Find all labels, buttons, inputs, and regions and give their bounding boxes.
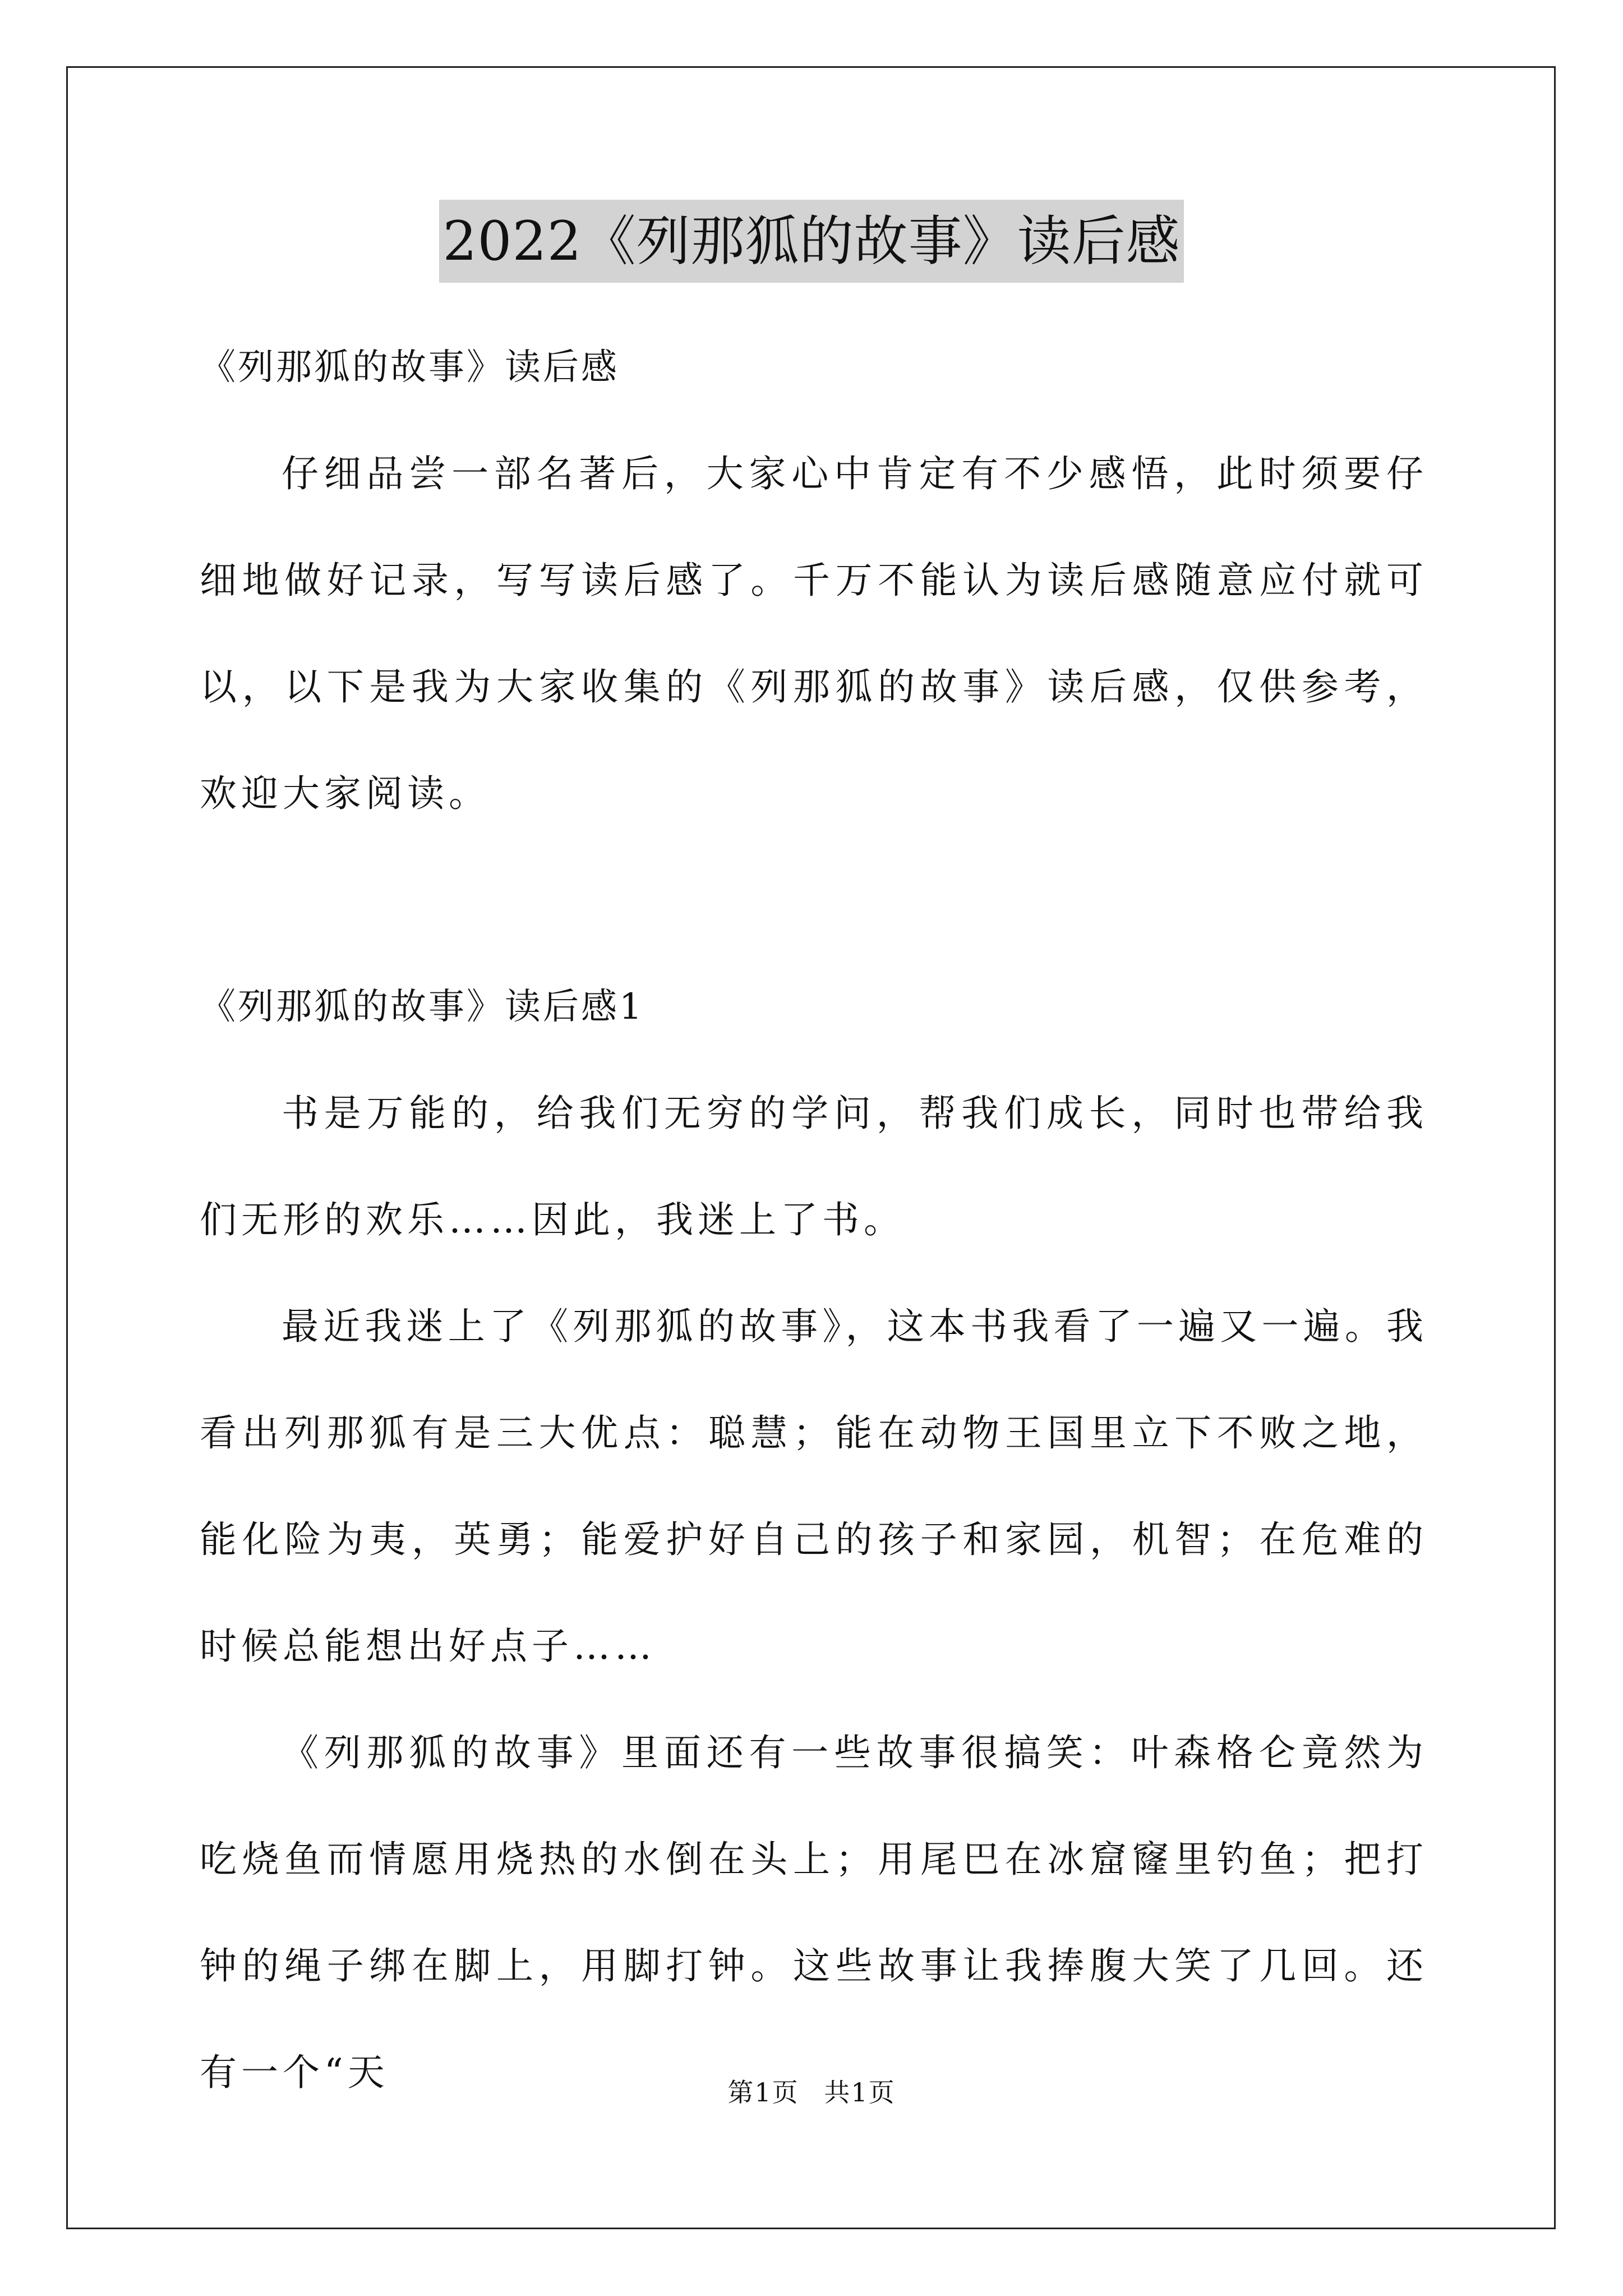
body-paragraph-3: 《列那狐的故事》里面还有一些故事很搞笑：叶森格仑竟然为吃烧鱼而情愿用烧热的水倒在头上；用尾巴在冰窟窿里钓鱼；把打钟的绳子绑在脚上，用脚打钟。这些故事让我捧腹大笑了几回。还有一个“天	[200, 1731, 1428, 2094]
page-number-current: 第1页	[727, 2077, 799, 2108]
intro-paragraph: 仔细品尝一部名著后，大家心中肯定有不少感悟，此时须要仔细地做好记录，写写读后感了。千万不能认为读后感随意应付就可以，以下是我为大家收集的《列那狐的故事》读后感，仅供参考，欢迎大家阅读。	[200, 452, 1428, 815]
section-heading: 《列那狐的故事》读后感1	[200, 986, 644, 1028]
intro-heading: 《列那狐的故事》读后感	[200, 347, 619, 388]
document-title: 2022《列那狐的故事》读后感	[439, 200, 1183, 283]
body-paragraph-2: 最近我迷上了《列那狐的故事》，这本书我看了一遍又一遍。我看出列那狐有是三大优点：聪慧；能在动物王国里立下不败之地，能化险为夷，英勇；能爱护好自己的孩子和家园，机智；在危难的时候总能想出好点子……	[200, 1305, 1428, 1668]
body-paragraph-1: 书是万能的，给我们无穷的学问，帮我们成长，同时也带给我们无形的欢乐……因此，我迷上了书。	[200, 1092, 1428, 1241]
document-body	[200, 314, 1428, 2126]
page-number-total: 共1页	[824, 2077, 896, 2108]
title-container	[0, 200, 1623, 283]
section-spacer	[200, 847, 1428, 954]
page-footer	[0, 2076, 1623, 2109]
